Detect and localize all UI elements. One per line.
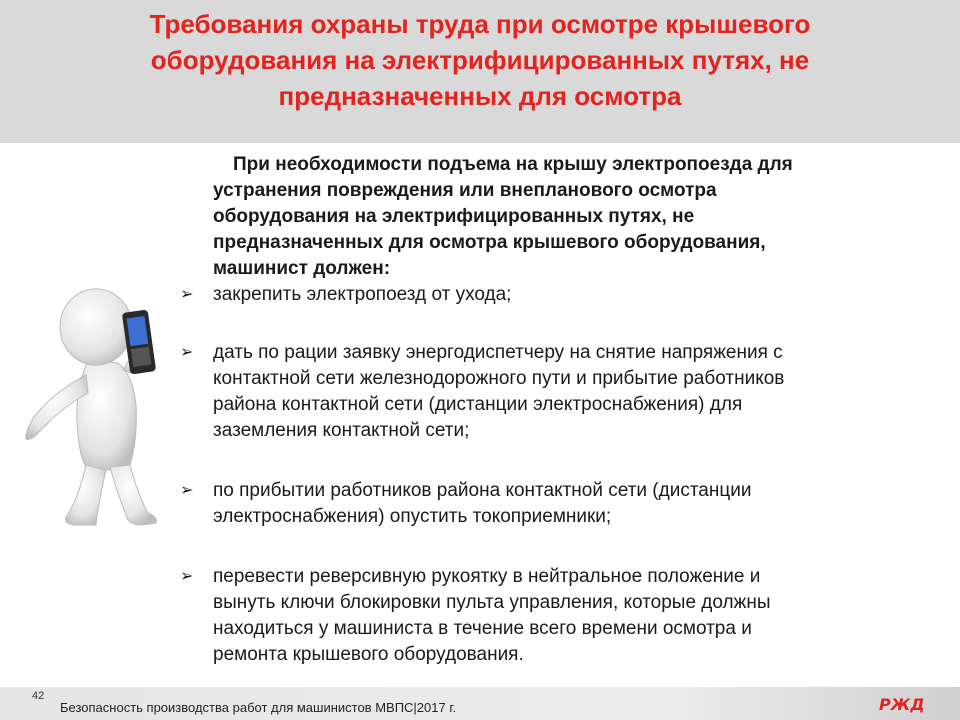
list-item-line: ремонта крышевого оборудования. [213,644,524,665]
intro-line: устранения повреждения или внепланового осмотра [213,180,717,201]
list-item [180,478,950,530]
arrow-bullet-icon: ➢ [180,568,194,585]
title-line: Требования охраны труда при осмотре крышевого [149,9,811,39]
arrow-bullet-icon: ➢ [180,286,194,303]
title-line: предназначенных для осмотра [278,81,682,111]
list-item-line: перевести реверсивную рукоятку в нейтральное положение и [213,566,761,587]
intro-line: предназначенных для осмотра крышевого оборудования, [213,232,766,253]
list-item-line: района контактной сети (дистанции электроснабжения) для [213,394,743,415]
list-item [180,282,950,308]
list-item [180,564,950,668]
intro-line: При необходимости подъема на крышу электропоезда для [233,154,793,175]
list-item-line: электроснабжения) опустить токоприемники; [213,506,612,527]
slide-title [0,6,960,114]
list-item-line: закрепить электропоезд от ухода; [213,284,512,305]
list-item-line: заземления контактной сети; [213,420,470,441]
list-item-line: дать по рации заявку энергодиспетчеру на снятие напряжения с [213,342,783,363]
intro-line: оборудования на электрифицированных путях, не [213,206,695,227]
title-line: оборудования на электрифицированных путях, не [150,45,810,75]
list-item-line: по прибытии работников района контактной сети (дистанции [213,480,752,501]
logo-text: РЖД [879,695,925,714]
intro-paragraph [213,152,953,282]
arrow-bullet-icon: ➢ [180,482,194,499]
list-item-line: контактной сети железнодорожного пути и прибытие работников [213,368,785,389]
page-number: 42 [32,690,45,702]
list-item [180,340,950,444]
rzd-logo [875,692,925,716]
list-item-line: находиться у машиниста в течение всего времени осмотра и [213,618,752,639]
footer-text: Безопасность производства работ для машинистов МВПС|2017 г. [60,700,457,715]
list-item-line: вынуть ключи блокировки пульта управления, которые должны [213,592,771,613]
intro-line: машинист должен: [213,258,391,279]
person-with-phone-illustration [18,285,193,530]
arrow-bullet-icon: ➢ [180,344,194,361]
